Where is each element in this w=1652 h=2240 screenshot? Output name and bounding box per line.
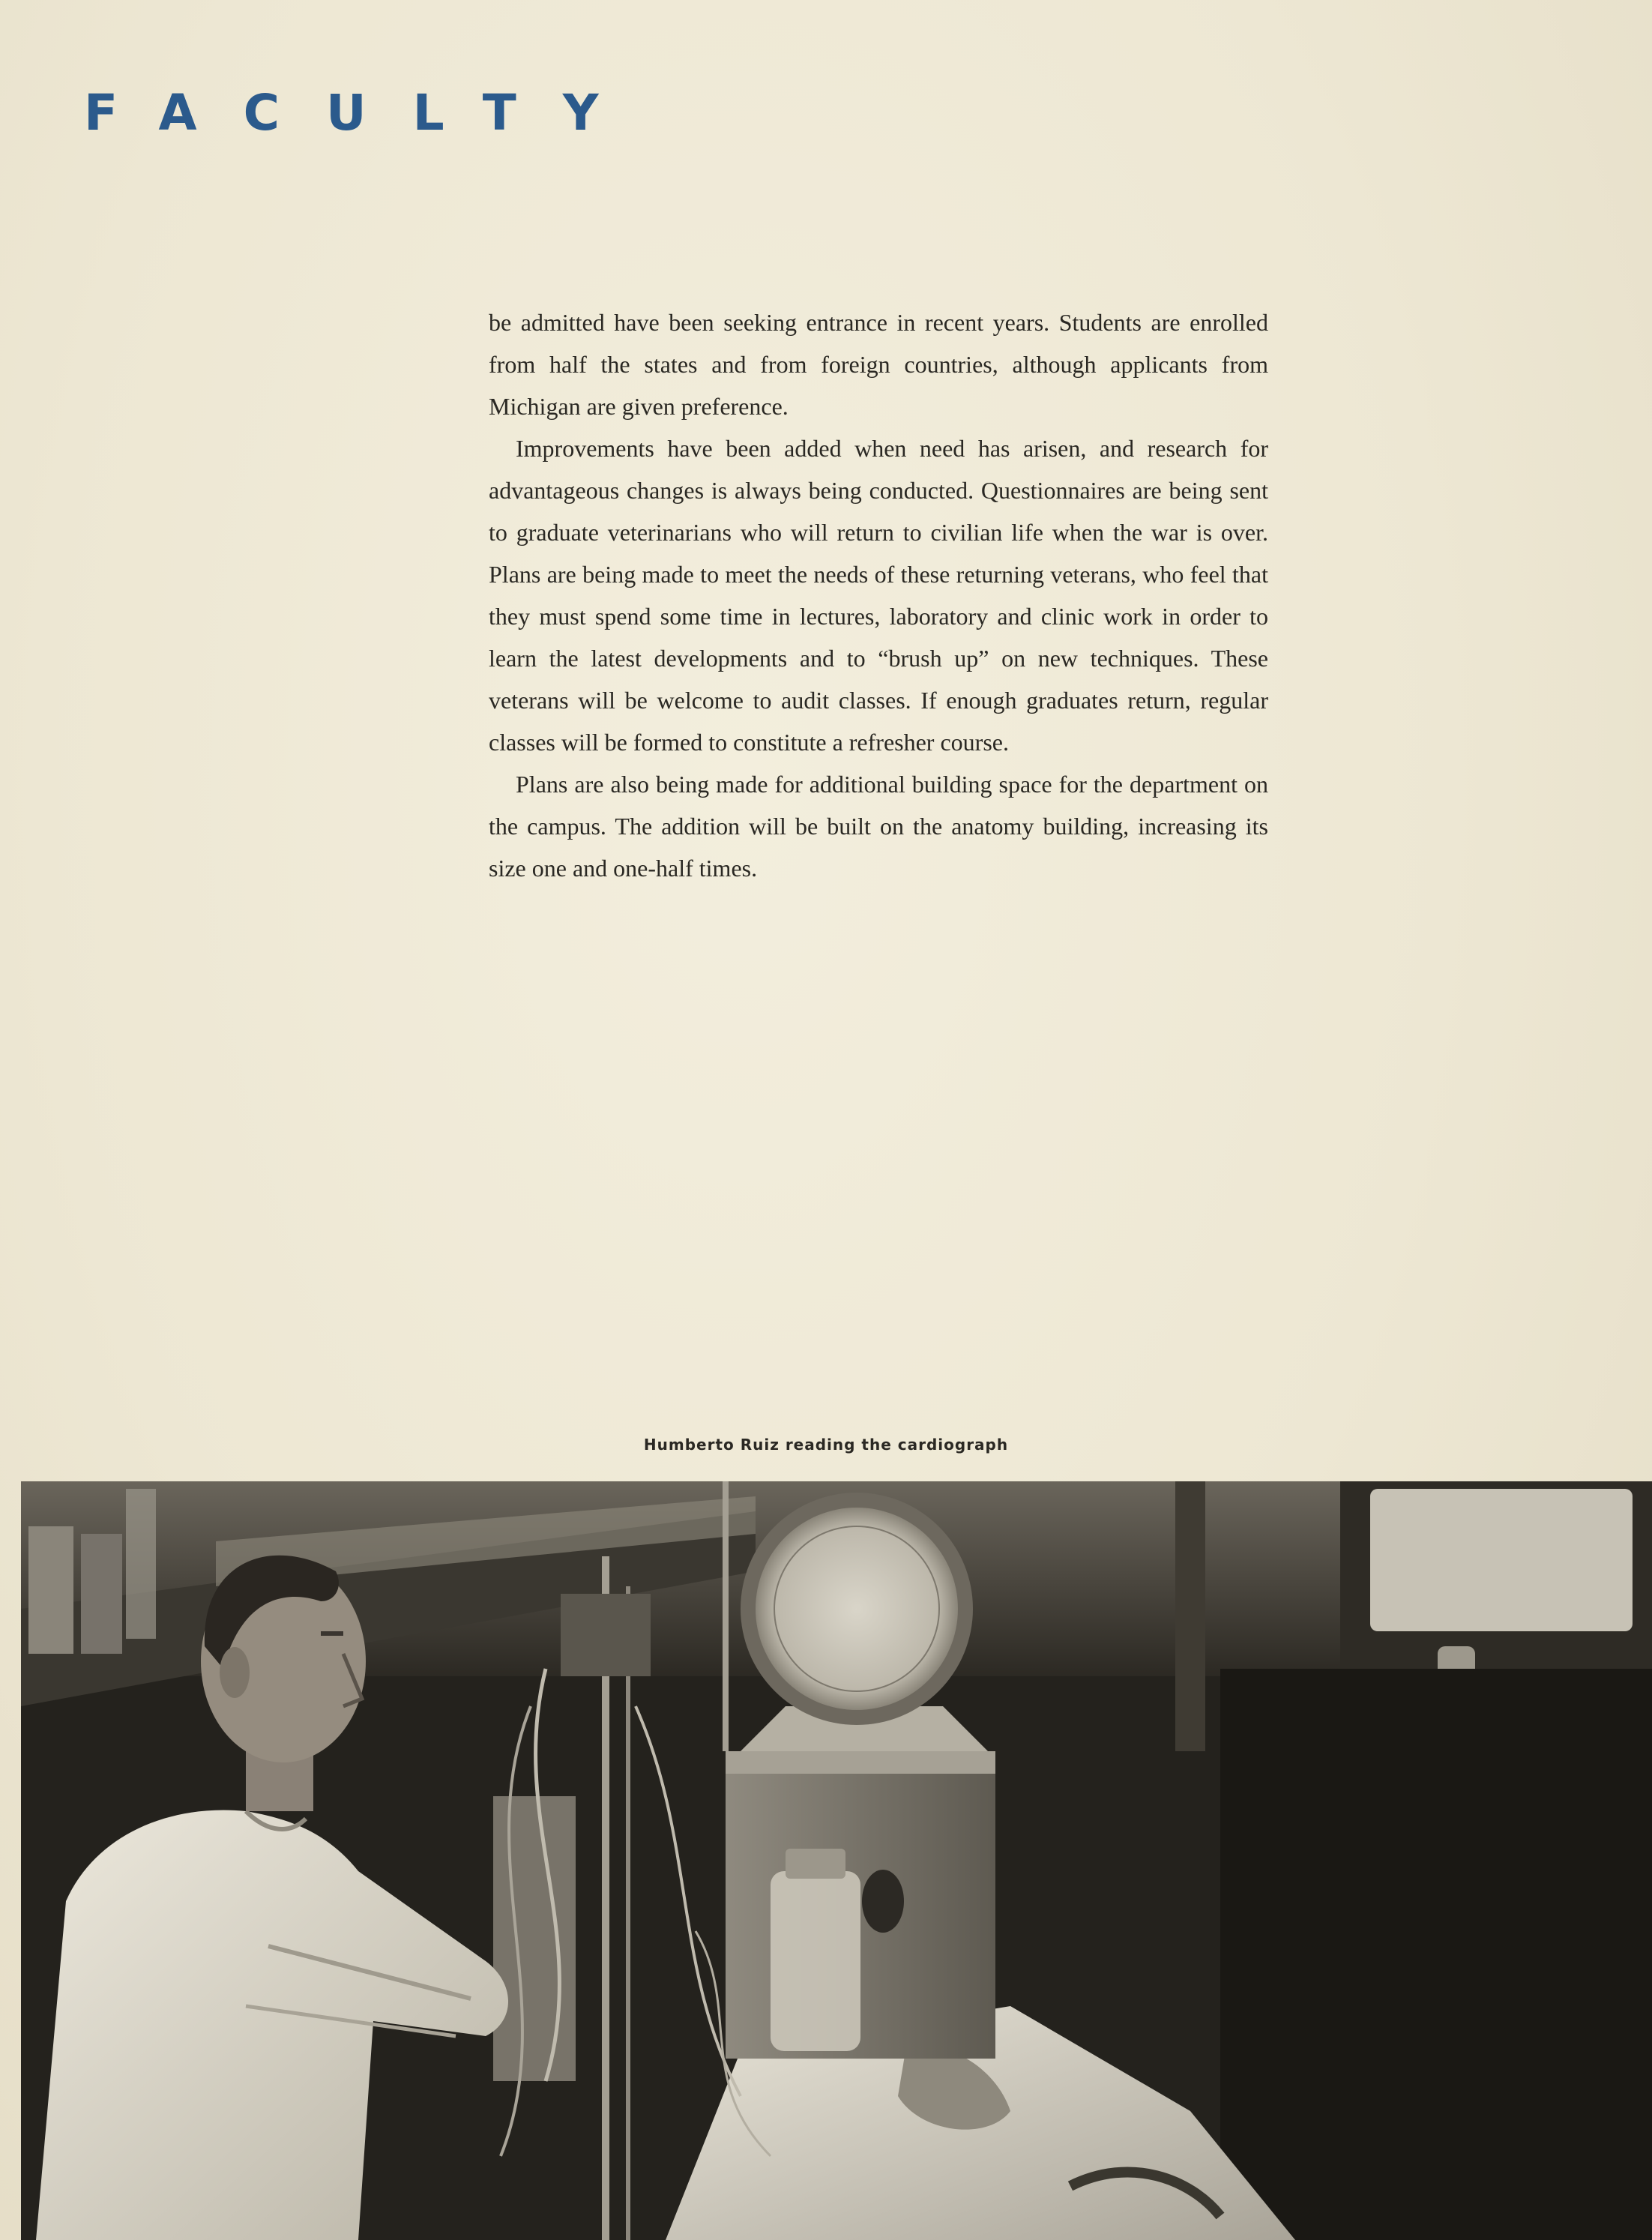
cardiograph-photo <box>21 1481 1652 2240</box>
paragraph-3: Plans are also being made for additional building space for the department on the campus. The addition will be built on the anatomy building, increasing its size one and one-half times. <box>489 771 1268 882</box>
paragraph-1: be admitted have been seeking entrance in recent years. Students are enrolled from half the states and from foreign countries, although applicants from Michigan are given preference. <box>489 309 1268 420</box>
section-heading: FACULTY <box>84 84 645 142</box>
body-text <box>489 301 1268 889</box>
cardiograph-photo-illustration <box>21 1481 1652 2240</box>
photo-caption: Humberto Ruiz reading the cardiograph <box>643 1436 1009 1454</box>
paragraph-2: Improvements have been added when need has arisen, and research for advantageous changes is always being conducted. Questionnaires are being sent to graduate veterinarians who will return to civilian life when the war is over. Plans are being made to meet the needs of these returning veterans, who feel that they must spend some time in lectures, laboratory and clinic work in order to learn the latest developments and to “brush up” on new techniques. These veterans will be welcome to audit classes. If enough graduates return, regular classes will be formed to constitute a refresher course. <box>489 435 1268 756</box>
